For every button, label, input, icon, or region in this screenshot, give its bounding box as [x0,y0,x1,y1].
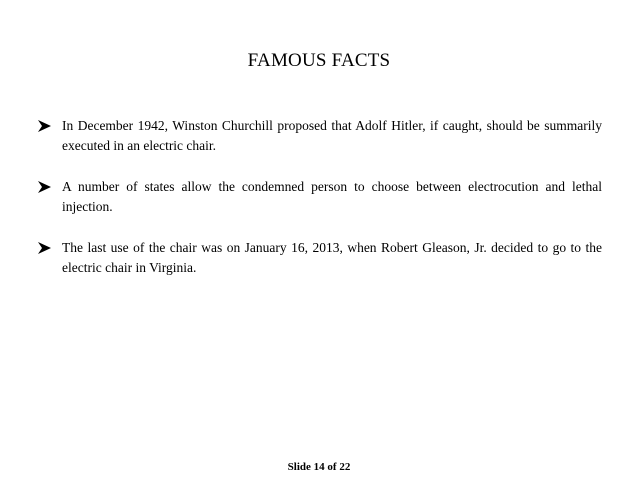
arrow-head-bullet-icon [38,177,54,197]
bullet-item [38,238,602,278]
bullet-text: In December 1942, Winston Churchill proposed that Adolf Hitler, if caught, should be summarily executed in an electric chair. [62,118,602,153]
bullet-item [38,116,602,156]
bullet-text: A number of states allow the condemned person to choose between electrocution and lethal injection. [62,179,602,214]
arrow-head-bullet-icon [38,116,54,136]
slide-title: FAMOUS FACTS [247,50,391,71]
slide-number: Slide 14 of 22 [287,461,351,473]
bullet-list [38,116,602,299]
arrow-head-bullet-icon [38,238,54,258]
bullet-text: The last use of the chair was on January 16, 2013, when Robert Gleason, Jr. decided to go to the electric chair in Virginia. [62,240,602,275]
bullet-item [38,177,602,217]
